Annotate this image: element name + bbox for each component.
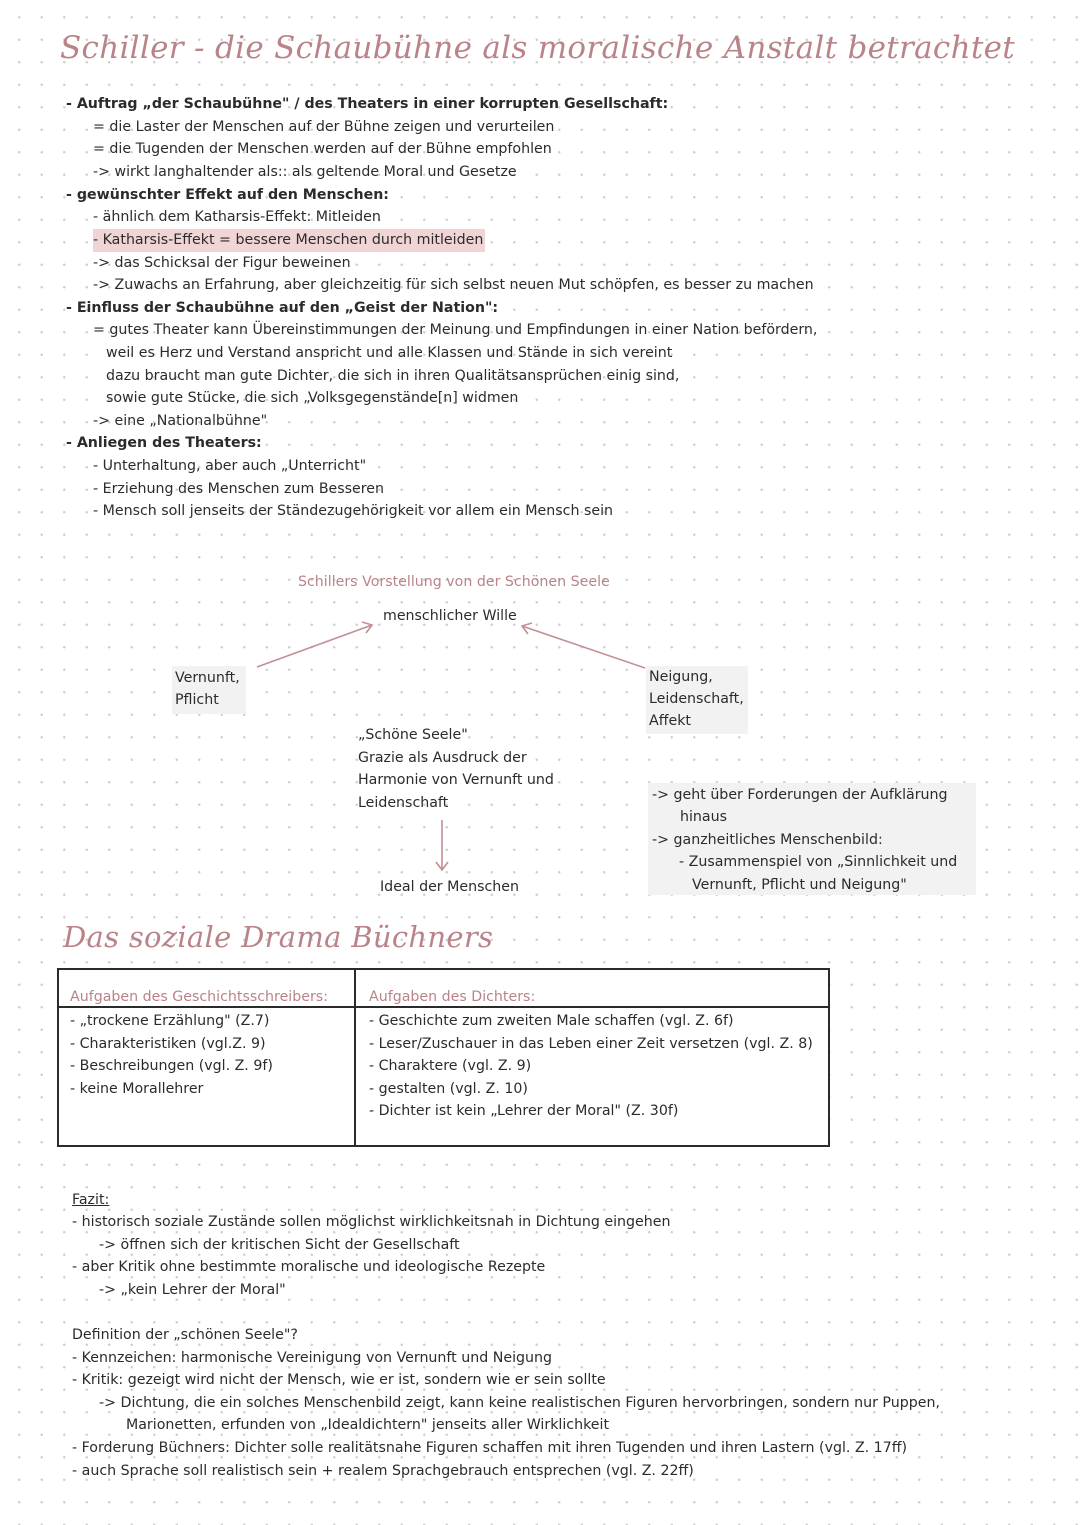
definition-line: Marionetten, erfunden von „Idealdichtern" jenseits aller Wirklichkeit bbox=[126, 1417, 610, 1433]
note-line: - ähnlich dem Katharsis-Effekt: Mitleiden bbox=[93, 209, 381, 225]
diagram-right-line: Leidenschaft, bbox=[649, 691, 744, 707]
note-line: -> Zuwachs an Erfahrung, aber gleichzeitig für sich selbst neuen Mut schöpfen, es besser zu machen bbox=[93, 277, 814, 293]
note-line: - gewünschter Effekt auf den Menschen: bbox=[66, 187, 389, 203]
definition-title: Definition der „schönen Seele"? bbox=[72, 1327, 298, 1343]
definition-line: - auch Sprache soll realistisch sein + realem Sprachgebrauch entsprechen (vgl. Z. 22ff) bbox=[72, 1463, 694, 1479]
note-line: -> wirkt langhaltender als:: als geltende Moral und Gesetze bbox=[93, 164, 517, 180]
diagram-center-line: Leidenschaft bbox=[358, 795, 449, 811]
note-line: - Erziehung des Menschen zum Besseren bbox=[93, 481, 385, 497]
note-line: -> ganzheitliches Menschenbild: bbox=[652, 832, 883, 848]
diagram-center-line: Grazie als Ausdruck der bbox=[358, 750, 527, 766]
diagram-title: Schillers Vorstellung von der Schönen Seele bbox=[298, 574, 610, 590]
note-line: = die Laster der Menschen auf der Bühne zeigen und verurteilen bbox=[93, 119, 555, 135]
note-line: - Mensch soll jenseits der Ständezugehörigkeit vor allem ein Mensch sein bbox=[93, 503, 614, 519]
col1-item: - keine Morallehrer bbox=[70, 1081, 204, 1097]
note-line-highlighted: - Katharsis-Effekt = bessere Menschen durch mitleiden bbox=[93, 229, 485, 252]
note-line: - Anliegen des Theaters: bbox=[66, 435, 262, 451]
note-line: dazu braucht man gute Dichter, die sich in ihren Qualitätsansprüchen einig sind, bbox=[106, 368, 680, 384]
diagram-right-line: Neigung, bbox=[649, 669, 713, 685]
col2-item: - Geschichte zum zweiten Male schaffen (vgl. Z. 6f) bbox=[369, 1013, 734, 1029]
col2-header: Aufgaben des Dichters: bbox=[369, 989, 536, 1005]
fazit-line: - aber Kritik ohne bestimmte moralische und ideologische Rezepte bbox=[72, 1259, 546, 1275]
note-line: -> geht über Forderungen der Aufklärung bbox=[652, 787, 948, 803]
fazit-line: -> „kein Lehrer der Moral" bbox=[99, 1282, 286, 1298]
col2-item: - Leser/Zuschauer in das Leben einer Zeit versetzen (vgl. Z. 8) bbox=[369, 1036, 813, 1052]
schiller-title: Schiller - die Schaubühne als moralische Anstalt betrachtet bbox=[60, 30, 1016, 66]
note-line: hinaus bbox=[680, 809, 728, 825]
note-line: = die Tugenden der Menschen werden auf der Bühne empfohlen bbox=[93, 141, 552, 157]
note-line: Vernunft, Pflicht und Neigung" bbox=[692, 877, 907, 893]
note-line: -> das Schicksal der Figur beweinen bbox=[93, 255, 351, 271]
diagram-right-line: Affekt bbox=[649, 713, 691, 729]
table-divider bbox=[354, 970, 356, 1145]
buechner-title: Das soziale Drama Büchners bbox=[63, 920, 494, 954]
comparison-table bbox=[57, 968, 830, 1147]
definition-line: - Kritik: gezeigt wird nicht der Mensch, wie er ist, sondern wie er sein sollte bbox=[72, 1372, 606, 1388]
note-line: = gutes Theater kann Übereinstimmungen der Meinung und Empfindungen in einer Nation befördern, bbox=[93, 322, 818, 338]
col1-item: - „trockene Erzählung" (Z.7) bbox=[70, 1013, 270, 1029]
diagram-center-line: „Schöne Seele" bbox=[358, 727, 468, 743]
definition-line: - Kennzeichen: harmonische Vereinigung von Vernunft und Neigung bbox=[72, 1350, 553, 1366]
col2-item: - Charaktere (vgl. Z. 9) bbox=[369, 1058, 532, 1074]
col1-header: Aufgaben des Geschichtsschreibers: bbox=[70, 989, 328, 1005]
arrow-right-to-top bbox=[522, 626, 645, 668]
col2-item: - gestalten (vgl. Z. 10) bbox=[369, 1081, 528, 1097]
definition-line: -> Dichtung, die ein solches Menschenbild zeigt, kann keine realistischen Figuren hervorbringen, sondern nur Puppen, bbox=[99, 1395, 940, 1411]
arrow-left-to-top bbox=[257, 625, 372, 667]
fazit-line: - historisch soziale Zustände sollen möglichst wirklichkeitsnah in Dichtung eingehen bbox=[72, 1214, 671, 1230]
diagram-left-line: Vernunft, bbox=[175, 670, 240, 686]
definition-line: - Forderung Büchners: Dichter solle realitätsnahe Figuren schaffen mit ihren Tugenden und ihren Lastern (vgl. Z. 17ff) bbox=[72, 1440, 908, 1456]
note-line: - Zusammenspiel von „Sinnlichkeit und bbox=[679, 854, 958, 870]
diagram-left-line: Pflicht bbox=[175, 692, 219, 708]
diagram-top-node: menschlicher Wille bbox=[383, 608, 517, 624]
col1-item: - Charakteristiken (vgl.Z. 9) bbox=[70, 1036, 266, 1052]
fazit-line: -> öffnen sich der kritischen Sicht der Gesellschaft bbox=[99, 1237, 460, 1253]
note-line: - Einfluss der Schaubühne auf den „Geist der Nation": bbox=[66, 300, 499, 316]
note-line: sowie gute Stücke, die sich „Volksgegenstände[n] widmen bbox=[106, 390, 519, 406]
note-line: - Auftrag „der Schaubühne" / des Theaters in einer korrupten Gesellschaft: bbox=[66, 96, 669, 112]
diagram-center-line: Harmonie von Vernunft und bbox=[358, 772, 554, 788]
note-line: -> eine „Nationalbühne" bbox=[93, 413, 268, 429]
diagram-bottom-node: Ideal der Menschen bbox=[380, 879, 520, 895]
col2-item: - Dichter ist kein „Lehrer der Moral" (Z. 30f) bbox=[369, 1103, 679, 1119]
diagram-note-box bbox=[648, 783, 976, 895]
fazit-label: Fazit: bbox=[72, 1192, 110, 1208]
col1-item: - Beschreibungen (vgl. Z. 9f) bbox=[70, 1058, 273, 1074]
note-line: - Unterhaltung, aber auch „Unterricht" bbox=[93, 458, 367, 474]
note-line: weil es Herz und Verstand anspricht und alle Klassen und Stände in sich vereint bbox=[106, 345, 673, 361]
